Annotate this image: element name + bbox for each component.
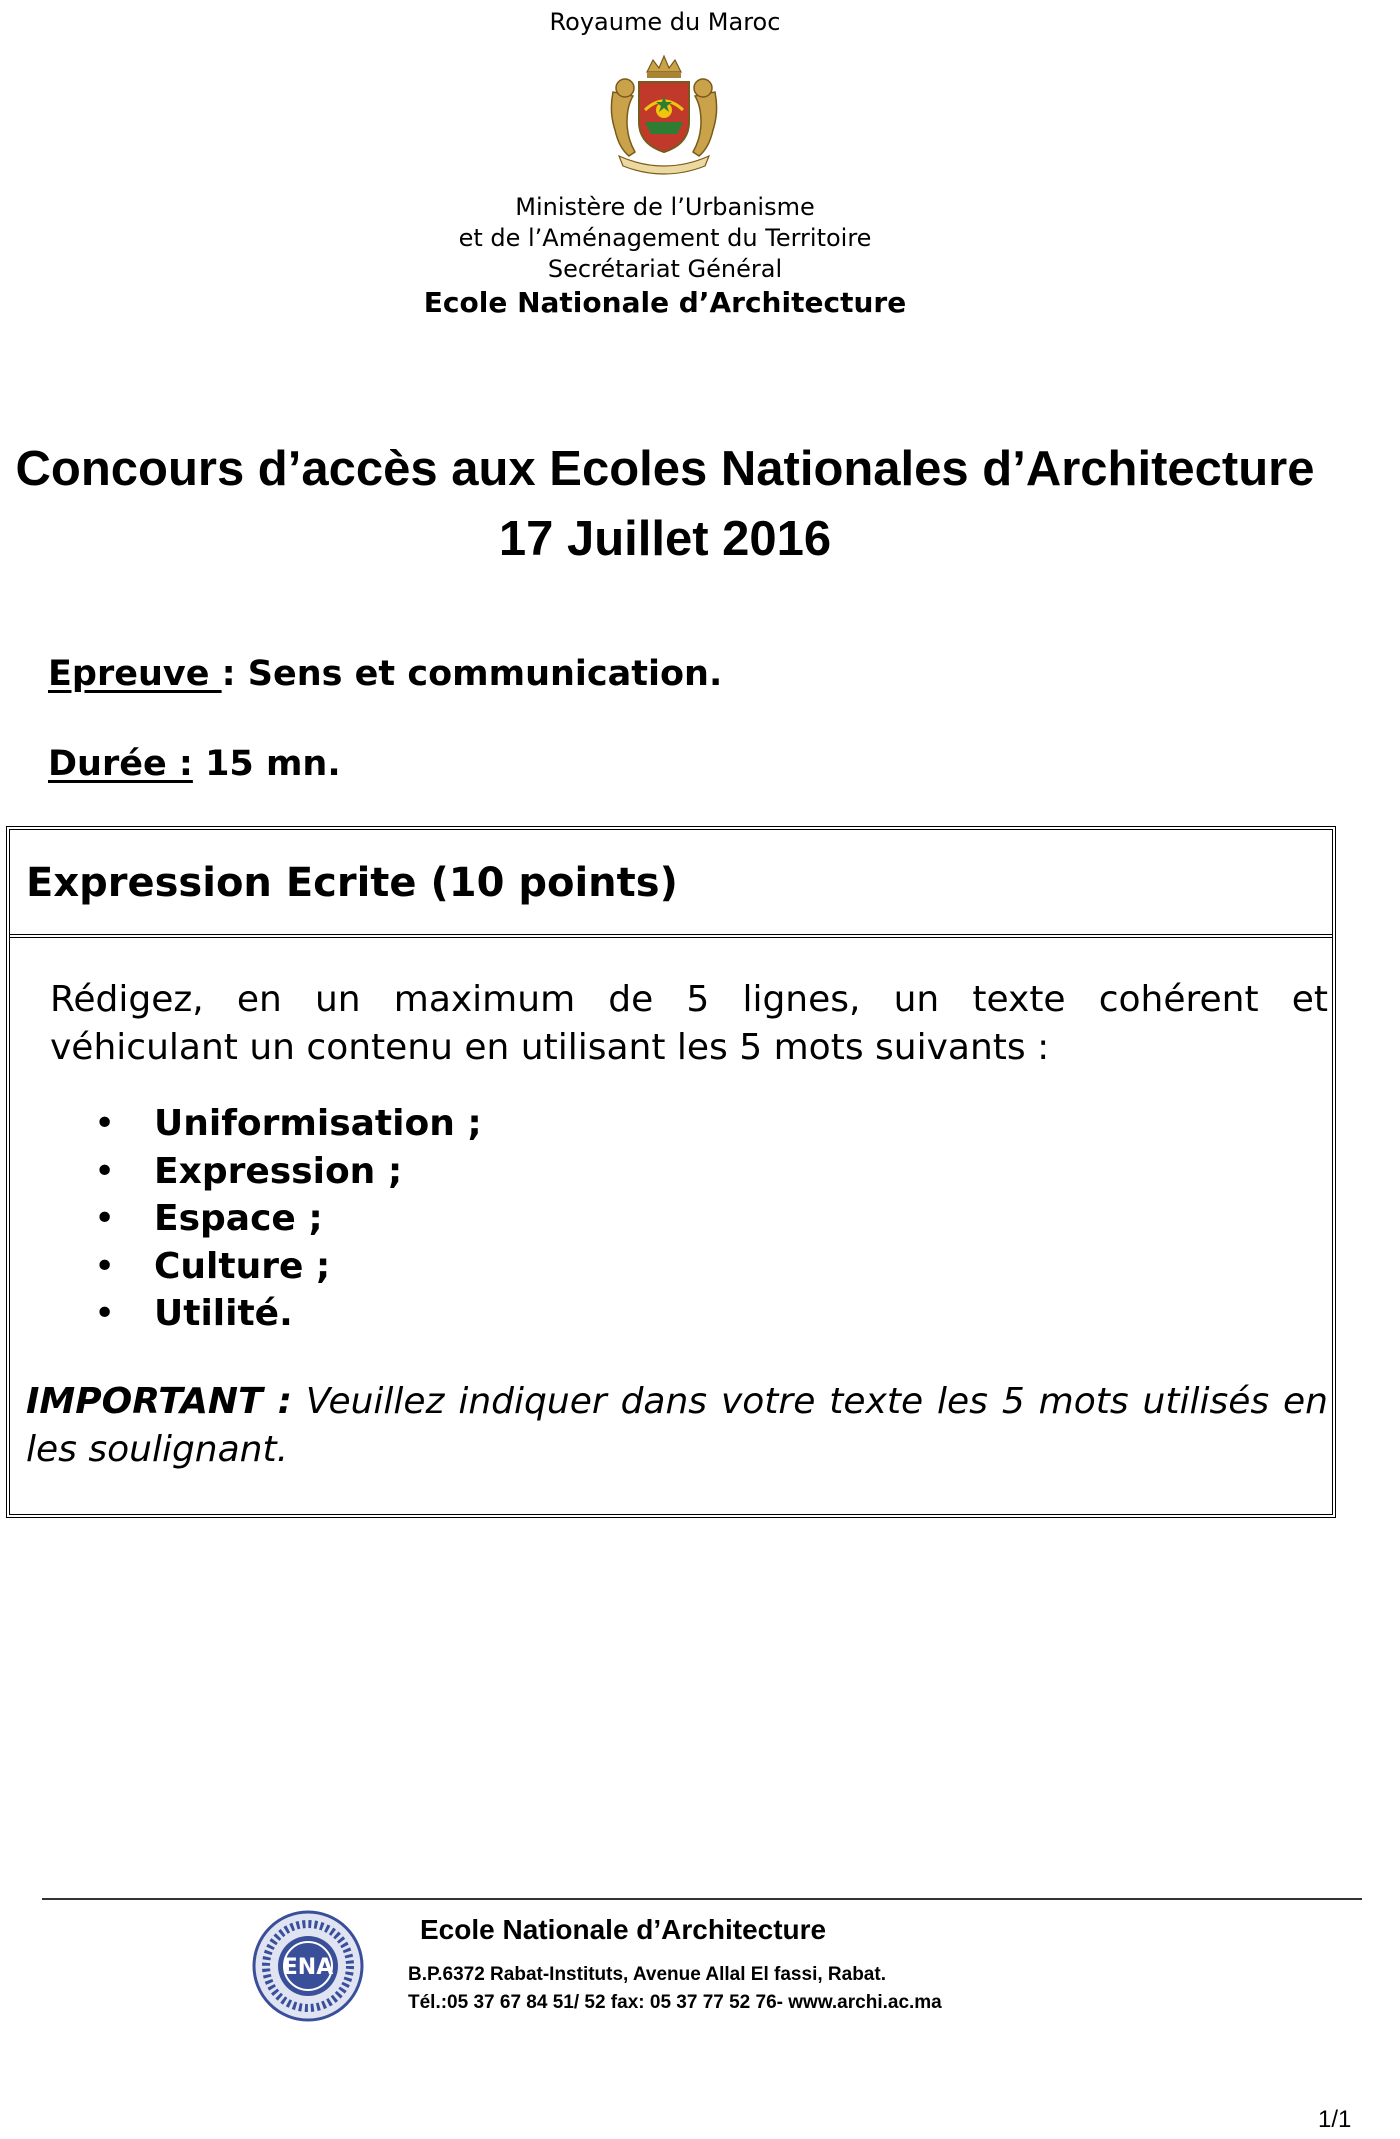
epreuve-value: : Sens et communication. [221, 654, 723, 694]
important-note [26, 1378, 1328, 1474]
moroccan-coat-of-arms-icon [605, 52, 723, 176]
epreuve-label: Epreuve [48, 654, 222, 694]
title-date: 17 Juillet 2016 [498, 512, 832, 566]
ministry-line: Secrétariat Général [547, 255, 783, 283]
question-title: Expression Ecrite (10 points) [26, 860, 678, 906]
page-number: 1/1 [1318, 2106, 1352, 2133]
footer-school-name: Ecole Nationale d’Architecture [420, 1914, 827, 1945]
school-name: Ecole Nationale d’Architecture [423, 286, 907, 319]
list-item: • Expression ; [94, 1148, 482, 1196]
ena-logo-icon [252, 1910, 364, 2022]
list-item: • Uniformisation ; [94, 1100, 482, 1148]
epreuve-line [48, 654, 722, 694]
duree-value: 15 mn. [192, 744, 341, 784]
important-label: IMPORTANT : [26, 1381, 293, 1422]
ena-logo-text: ENA [282, 1955, 334, 1980]
exam-title [0, 434, 1330, 574]
ministry-line: et de l’Aménagement du Territoire [458, 224, 872, 252]
footer-contact: Tél.:05 37 67 84 51/ 52 fax: 05 37 77 52 76- www.archi.ac.ma [408, 1992, 942, 2013]
instruction-line-2: véhiculant un contenu en utilisant les 5 mots suivants : [50, 1027, 1050, 1068]
duree-line [48, 744, 341, 784]
question-box-header [10, 830, 1332, 938]
list-item: • Utilité. [94, 1290, 482, 1338]
footer-divider [42, 1898, 1362, 1900]
kingdom-label: Royaume du Maroc [549, 8, 781, 36]
ministry-line: Ministère de l’Urbanisme [515, 193, 815, 221]
word-list [94, 1100, 482, 1338]
ministry-block [0, 192, 1330, 285]
title-line-1: Concours d’accès aux Ecoles Nationales d’Architecture [15, 442, 1315, 496]
question-box [6, 826, 1336, 1518]
duree-label: Durée : [48, 744, 193, 784]
footer-address: B.P.6372 Rabat-Instituts, Avenue Allal El fassi, Rabat. [408, 1964, 886, 1985]
list-item: • Culture ; [94, 1243, 482, 1291]
list-item: • Espace ; [94, 1195, 482, 1243]
important-text: Veuillez indiquer dans votre texte les 5 mots utilisés en les soulignant. [26, 1381, 1328, 1470]
instruction-line-1: Rédigez, en un maximum de 5 lignes, un texte cohérent et [50, 979, 1328, 1020]
